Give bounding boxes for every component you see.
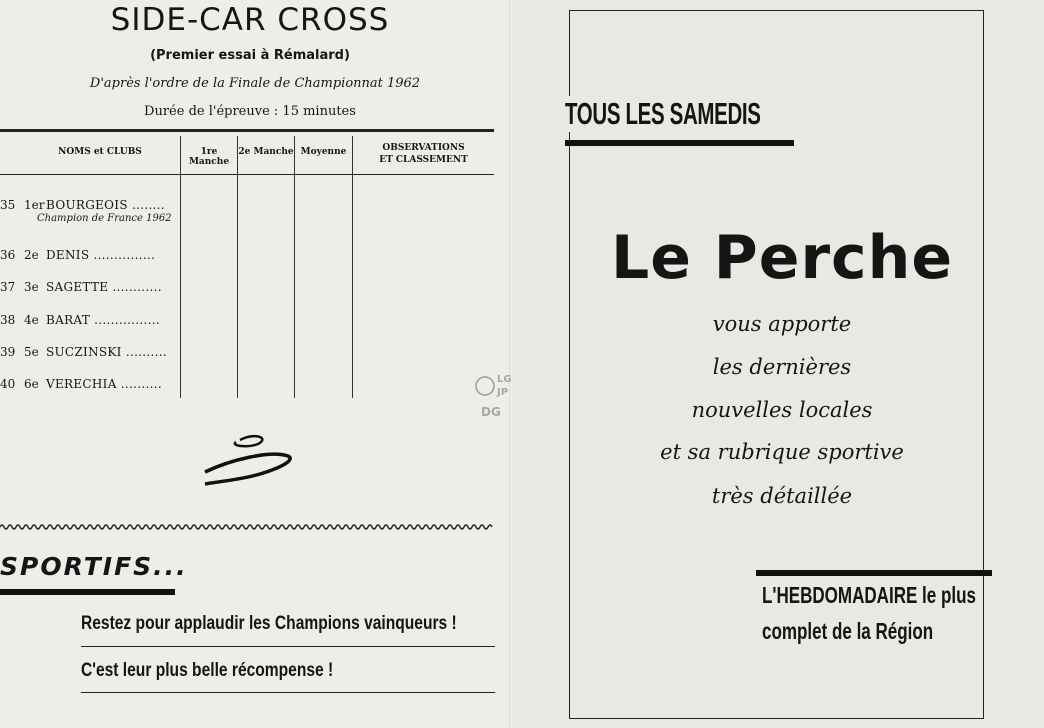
rider-rank: 1er (24, 198, 45, 212)
rule (81, 646, 495, 647)
rider-number: 40 (0, 377, 16, 391)
ad-line: les dernières (712, 355, 852, 379)
column-divider (352, 136, 353, 398)
champion-note: Champion de France 1962 (37, 213, 172, 224)
rider-rank: 3e (24, 280, 39, 294)
tous-underline (565, 140, 794, 146)
rider-rank: 6e (24, 377, 39, 391)
flourish-ornament-icon (200, 432, 295, 490)
rider-number: 37 (0, 280, 16, 294)
table-header-rule (0, 174, 494, 175)
column-divider (180, 136, 181, 398)
wavy-divider (0, 522, 494, 532)
header-moyenne: Moyenne (300, 147, 347, 157)
rider-name: SUCZINSKI .......... (46, 345, 167, 359)
rider-name: DENIS ............... (46, 248, 156, 262)
newspaper-title: Le Perche (610, 223, 954, 293)
header-observations-line1: OBSERVATIONS (382, 143, 465, 153)
rider-name: VERECHIA .......... (46, 377, 162, 391)
header-observations-line2: ET CLASSEMENT (379, 155, 468, 165)
rider-name: SAGETTE ............ (46, 280, 162, 294)
championship-note: D'après l'ordre de la Finale de Championnat 1962 (89, 76, 421, 91)
header-manche-2: 2e Manche (238, 147, 294, 157)
subtitle: (Premier essai à Rémalard) (150, 48, 350, 63)
cest-text: C'est leur plus belle récompense ! (81, 660, 334, 681)
rider-number: 36 (0, 248, 16, 262)
ad-line: nouvelles locales (691, 398, 873, 422)
restez-text: Restez pour applaudir les Champions vainqueurs ! (81, 613, 457, 634)
right-page (512, 0, 1044, 728)
left-page (0, 0, 512, 728)
column-divider (294, 136, 295, 398)
svg-text:LG: LG (497, 374, 512, 385)
tous-les-samedis: TOUS LES SAMEDIS (565, 96, 761, 131)
rider-name: BARAT ................ (46, 313, 160, 327)
header-observations (353, 142, 494, 166)
rider-name: BOURGEOIS ........ (46, 198, 165, 212)
sportifs-underline (0, 589, 175, 595)
ad-line: très détaillée (711, 484, 853, 508)
header-names: NOMS et CLUBS (58, 147, 142, 157)
rule (81, 692, 495, 693)
sportifs-heading: SPORTIFS... (0, 552, 188, 581)
column-divider (237, 136, 238, 398)
rider-rank: 2e (24, 248, 39, 262)
ad-line: et sa rubrique sportive (660, 440, 904, 464)
hebdo-bar (756, 570, 992, 576)
rider-number: 38 (0, 313, 16, 327)
collector-stamp-icon (470, 368, 514, 422)
page-title: SIDE-CAR CROSS (110, 2, 390, 38)
table-top-rule (0, 129, 494, 132)
rider-rank: 5e (24, 345, 39, 359)
svg-text:DG: DG (481, 405, 501, 419)
rider-rank: 4e (24, 313, 39, 327)
ad-line: vous apporte (712, 312, 852, 336)
svg-text:JP: JP (497, 387, 509, 398)
rider-number: 35 (0, 198, 16, 212)
duration: Durée de l'épreuve : 15 minutes (144, 104, 356, 119)
hebdo-line-1: L'HEBDOMADAIRE le plus (762, 582, 976, 608)
header-manche-1: 1re Manche (188, 147, 230, 167)
rider-number: 39 (0, 345, 16, 359)
hebdo-line-2: complet de la Région (762, 618, 934, 644)
